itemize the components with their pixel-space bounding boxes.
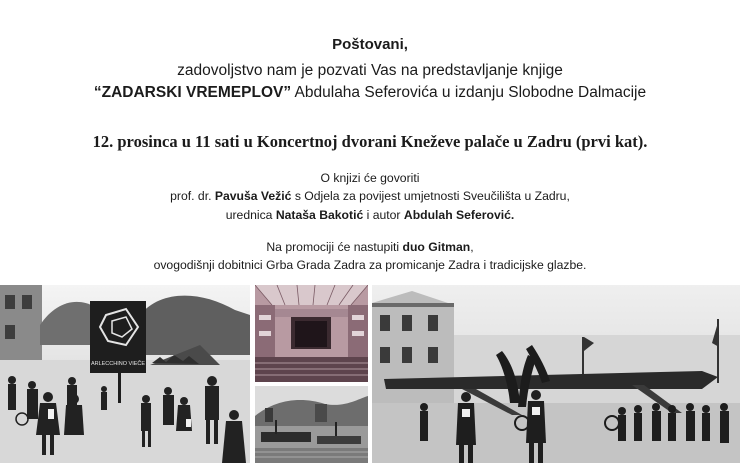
speaker-line-2: [0, 208, 740, 222]
concert-hall-photo: [255, 285, 368, 382]
greeting: Poštovani,: [332, 36, 408, 53]
speaker-1-name: Pavuša Vežić: [214, 189, 292, 203]
invitation-intro: zadovoljstvo nam je pozvati Vas na predstavljanje knjige: [177, 62, 563, 79]
promo-line-1: [0, 240, 740, 254]
promo-prefix: Na promociji će nastupiti: [266, 240, 403, 254]
speaker-3-role: i autor: [363, 208, 404, 222]
harbour-photo: [255, 386, 368, 463]
promo-comma: ,: [470, 240, 474, 254]
speaker-1-title: prof. dr.: [170, 189, 215, 203]
book-line: [0, 84, 740, 102]
promo-line-2: ovogodišnji dobitnici Grba Grada Zadra za promicanje Zadra i tradicijske glazbe.: [153, 258, 587, 272]
speaker-1-affiliation: s Odjela za povijest umjetnosti Sveučilišta u Zadru,: [291, 189, 570, 203]
speaker-3-name: Abdulah Seferović.: [403, 208, 515, 222]
book-author-publisher: Abdulaha Seferovića u izdanju Slobodne Dalmacije: [291, 84, 647, 101]
speakers-intro: O knjizi će govoriti: [320, 171, 420, 185]
event-date-place: 12. prosinca u 11 sati u Koncertnoj dvorani Kneževe palače u Zadru (prvi kat).: [92, 132, 648, 151]
speaker-2-name: Nataša Bakotić: [275, 208, 364, 222]
performer-name: duo Gitman: [402, 240, 471, 254]
photo-strip: [0, 285, 740, 463]
speaker-line-1: [0, 189, 740, 203]
book-title: “ZADARSKI VREMEPLOV”: [93, 84, 292, 101]
speaker-2-role: urednica: [225, 208, 276, 222]
early-airplane-photo: [372, 285, 740, 463]
street-carnival-photo: [0, 285, 250, 463]
sign-text: ARLECCHINO VIEČE: [90, 361, 146, 367]
